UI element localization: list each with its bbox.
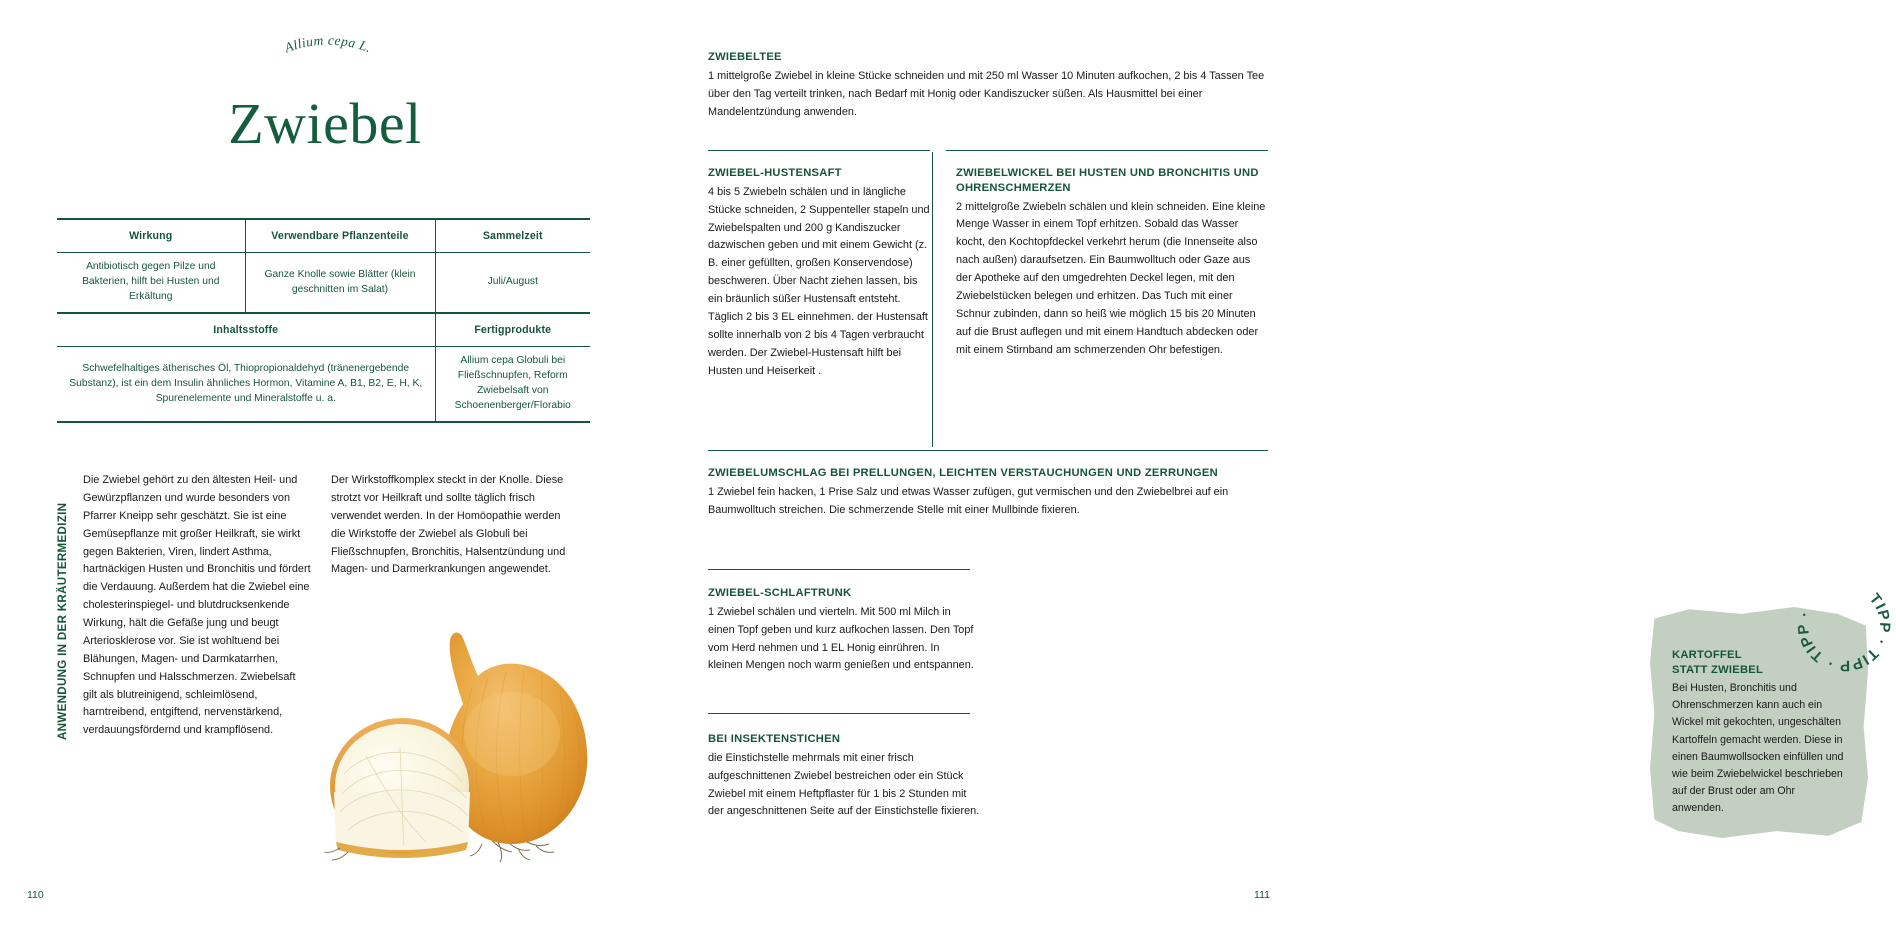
section-heading: ZWIEBELUMSCHLAG BEI PRELLUNGEN, LEICHTEN VERSTAUCHUNGEN UND ZERRUNGEN [708, 467, 1218, 479]
section-text: 1 mittelgroße Zwiebel in kleine Stücke schneiden und mit 250 ml Wasser 10 Minuten aufkochen, 2 bis 4 Tassen Tee über den Tag verteilt trinken, nach Bedarf mit Honig oder Kandiszucker süßen. Als Hausmittel bei einer Mandelentzündung anwenden. [708, 69, 1265, 118]
table-header-inhaltsstoffe: Inhaltsstoffe [57, 313, 435, 347]
section-zwiebel-schlaftrunk [708, 586, 976, 675]
plant-info-table [57, 218, 590, 423]
onion-highlight [464, 692, 560, 776]
divider [946, 150, 1268, 151]
section-heading: ZWIEBEL-SCHLAFTRUNK [708, 587, 852, 599]
page-number-left: 110 [27, 889, 44, 901]
svg-text:Allium cepa L. [282, 33, 374, 56]
section-text: 4 bis 5 Zwiebeln schälen und in längliche Stücke schneiden, 2 Suppenteller stapeln und Zwiebelspalten und 200 g Kandiszucker dazwischen geben und mit einem Gewicht (z. B. einer gefüllten, großen Konservendose) beschweren. Über Nacht ziehen lassen, bis ein bräunlich süßer Hustensaft entsteht. Täglich 2 bis 3 EL einnehmen. der Hustensaft sollte innerhalb von 2 bis 4 Tagen verbraucht werden. Der Zwiebel-Hustensaft hilft bei Husten und Heiserkeit . [708, 185, 930, 377]
section-heading: BEI INSEKTENSTICHEN [708, 733, 841, 745]
table-header-row-2 [57, 313, 590, 347]
left-page [0, 0, 650, 926]
table-cell-inhaltsstoffe: Schwefelhaltiges ätherisches Öl, Thiopropionaldehyd (tränenergebende Substanz), ist ein dem Insulin ähnliches Hormon, Vitamine A, B1, B2, E, H, K, Spurenelemente und Mineralstoffe u. a. [57, 347, 435, 422]
latin-name-arc [228, 32, 428, 92]
page-number-right: 111 [1254, 889, 1270, 901]
tip-heading-line-1: KARTOFFEL [1672, 649, 1742, 661]
section-zwiebelwickel [956, 166, 1268, 359]
body-text-column-2: Der Wirkstoffkomplex steckt in der Knolle. Diese strotzt vor Heilkraft und sollte täglich frisch verwendet werden. In der Homöopathie werden die Wirkstoffe der Zwiebel als Globuli bei Fließschnupfen, Bronchitis, Halsentzündung und Magen- und Darmerkrankungen angewendet. [331, 474, 566, 576]
table-header-row-1 [57, 219, 590, 253]
table-header-sammelzeit: Sammelzeit [435, 219, 590, 253]
table-row [57, 253, 590, 313]
body-text-column-1: Die Zwiebel gehört zu den ältesten Heil- und Gewürzpflanzen und wurde besonders von Pfarrer Kneipp sehr geschätzt. Sie ist eine Gemüsepflanze mit großer Heilkraft, sie wirkt gegen Bakterien, Viren, lindert Asthma, hartnäckigen Husten und Bronchitis und fördert die Verdauung. Außerdem hat die Zwiebel eine cholesterinspiegel- und blutdrucksenkende Wirkung, hält die Gefäße jung und beugt Arteriosklerose vor. Sie ist wohltuend bei Blähungen, Magen- und Darmkatarrhen, Schnupfen und Halsschmerzen. Zwiebelsaft gilt als blutreinigend, schleimlösend, harntreibend, entgiftend, nervenstärkend, verdauungsfördernd und krampflösend. [83, 474, 311, 737]
right-page [650, 0, 1894, 926]
tip-heading-line-2: STATT ZWIEBEL [1672, 663, 1764, 676]
section-zwiebelumschlag [708, 466, 1268, 520]
tipp-badge-text: TIPP · TIPP · TIPP · [1794, 590, 1894, 675]
section-text: 2 mittelgroße Zwiebeln schälen und klein schneiden. Eine kleine Menge Wasser in einem Topf erhitzen. Sobald das Wasser kocht, den Kochtopfdeckel verkehrt herum (die Innenseite also nach außen) daraufsetzen. Ein Baumwolltuch oder Gaze aus der Apotheke auf den umgedrehten Deckel legen, mit den Zwiebelstücken belegen und erhitzen. Das Tuch mit einer Schnur zubinden, dann so heiß wie möglich 15 bis 20 Minuten auf die Brust auflegen und mit einem Handtuch abdecken oder mit einem Stirnband am schmerzenden Ohr befestigen. [956, 200, 1266, 356]
section-text: 1 Zwiebel fein hacken, 1 Prise Salz und etwas Wasser zufügen, gut vermischen und den Zwiebelbrei auf ein Baumwolltuch streichen. Die schmerzende Stelle mit einer Mullbinde fixieren. [708, 485, 1229, 516]
tip-box [1650, 590, 1894, 838]
section-heading: ZWIEBELWICKEL BEI HUSTEN UND BRONCHITIS UND OHRENSCHMERZEN [956, 167, 1259, 194]
table-cell-wirkung: Antibiotisch gegen Pilze und Bakterien, hilft bei Husten und Erkältung [57, 253, 245, 313]
latin-name-text: Allium cepa L. [282, 32, 374, 56]
section-label-vertical: ANWENDUNG IN DER KRÄUTERMEDIZIN [56, 502, 69, 740]
section-zwiebel-hustensaft [708, 166, 930, 380]
divider [708, 150, 930, 151]
divider [708, 569, 970, 570]
onion-illustration [322, 596, 622, 871]
divider [708, 713, 970, 714]
section-text: 1 Zwiebel schälen und vierteln. Mit 500 ml Milch in einen Topf geben und kurz aufkochen lassen. Den Topf vom Herd nehmen und 1 EL Honig einrühren. In kleinen Mengen noch warm genießen und entspannen. [708, 605, 974, 672]
table-header-fertigprodukte: Fertigprodukte [435, 313, 590, 347]
section-bei-insektenstichen [708, 732, 980, 821]
page-title: Zwiebel [228, 91, 422, 156]
tipp-badge-icon [1792, 573, 1896, 677]
section-text: die Einstichstelle mehrmals mit einer frisch aufgeschnittenen Zwiebel bestreichen oder ein Stück Zwiebel mit einem Heftpflaster für 1 bis 2 Stunden mit der angeschnittenen Seite auf der Einstichstelle fixieren. [708, 751, 980, 818]
tip-text: Bei Husten, Bronchitis und Ohrenschmerzen kann auch ein Wickel mit gekochten, ungeschälten Kartoffeln gemacht werden. Diese in einen Baumwollsocken einfüllen und wie beim Zwiebelwickel beschrieben auf der Brust oder am Ohr anwenden. [1672, 682, 1844, 815]
svg-text:TIPP · TIPP · TIPP · [1795, 590, 1894, 674]
table-header-wirkung: Wirkung [57, 219, 245, 253]
table-row [57, 347, 590, 422]
section-heading: ZWIEBELTEE [708, 51, 782, 63]
section-heading: ZWIEBEL-HUSTENSAFT [708, 167, 842, 179]
section-zwiebeltee [708, 50, 1268, 121]
column-divider [932, 152, 933, 447]
table-header-pflanzenteile: Verwendbare Pflanzenteile [245, 219, 435, 253]
table-cell-fertigprodukte: Allium cepa Globuli bei Fließschnupfen, Reform Zwiebelsaft von Schoenenberger/Florabio [435, 347, 590, 422]
table-cell-pflanzenteile: Ganze Knolle sowie Blätter (klein geschnitten im Salat) [245, 253, 435, 313]
divider [708, 450, 1268, 451]
table-cell-sammelzeit: Juli/August [435, 253, 590, 313]
